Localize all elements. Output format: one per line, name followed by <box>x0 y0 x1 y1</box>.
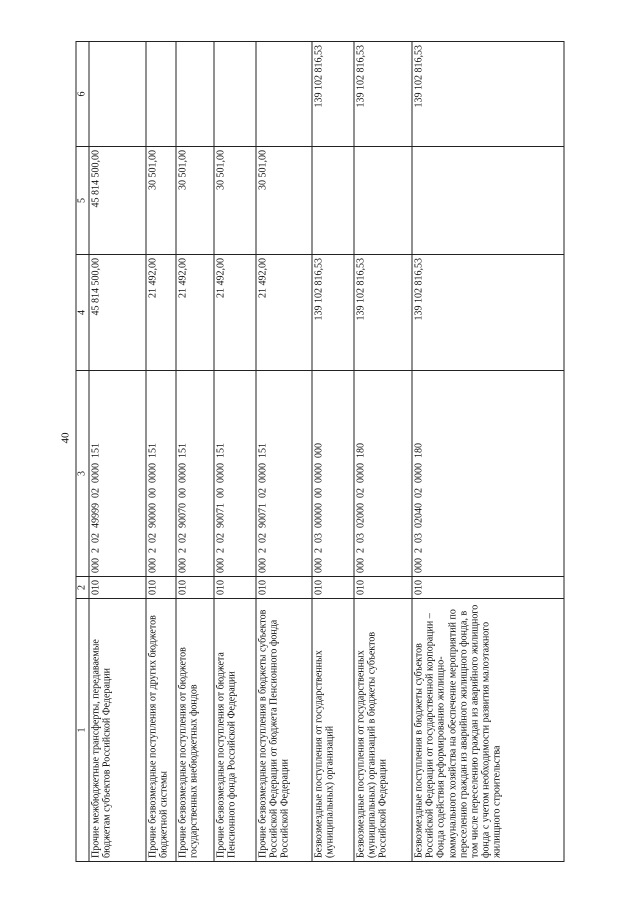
row-col5 <box>312 147 354 255</box>
table-row <box>354 42 412 862</box>
row-admin-code: 010 <box>256 577 312 599</box>
row-kbk: 000 2 03 02040 02 0000 180 <box>412 371 564 577</box>
table-row <box>412 42 564 862</box>
row-admin-code: 010 <box>312 577 354 599</box>
row-col5: 30 501,00 <box>146 147 176 255</box>
row-col6: 139 102 816,53 <box>312 42 354 147</box>
header-col-5: 5 <box>76 147 89 255</box>
row-col4: 21 492,00 <box>146 255 176 371</box>
row-col4: 139 102 816,53 <box>354 255 412 371</box>
row-name: Прочие межбюджетные трансферты, передаваемые бюджетам субъектов Российской Федерации <box>89 599 146 862</box>
row-kbk: 000 2 02 49999 02 0000 151 <box>89 371 146 577</box>
row-col6 <box>214 42 256 147</box>
row-col6 <box>89 42 146 147</box>
table-row <box>89 42 146 862</box>
table-row <box>256 42 312 862</box>
row-col5: 30 501,00 <box>256 147 312 255</box>
row-name: Прочие безвозмездные поступления от бюджета Пенсионного фонда Российской Федерации <box>214 599 256 862</box>
row-name: Безвозмездные поступления в бюджеты субъектов Российской Федерации от государственной корпорации – Фонда содействия реформированию жилищно-коммунального хозяйства на обеспечение мероприятий по переселению граждан из аварийного жилищного фонда, в том числе переселению граждан из аварийного жилищного фонда с учетом необходимости развития малоэтажного жилищного строительства <box>412 599 564 862</box>
row-col4: 139 102 816,53 <box>312 255 354 371</box>
row-col6: 139 102 816,53 <box>354 42 412 147</box>
table-header-row <box>76 42 89 862</box>
row-name: Безвозмездные поступления от государственных (муниципальных) организаций в бюджеты субъектов Российской Федерации <box>354 599 412 862</box>
row-col5: 45 814 500,00 <box>89 147 146 255</box>
header-col-1: 1 <box>76 599 89 862</box>
table-row <box>312 42 354 862</box>
budget-table <box>76 41 565 862</box>
row-col6: 139 102 816,53 <box>412 42 564 147</box>
row-name: Прочие безвозмездные поступления в бюджеты субъектов Российской Федерации от бюджета Пенсионного фонда Российской Федерации <box>256 599 312 862</box>
header-col-3: 3 <box>76 371 89 577</box>
row-col4: 21 492,00 <box>176 255 214 371</box>
table-row <box>214 42 256 862</box>
row-col5 <box>412 147 564 255</box>
row-col6 <box>176 42 214 147</box>
row-col4: 45 814 500,00 <box>89 255 146 371</box>
row-kbk: 000 2 03 02000 02 0000 180 <box>354 371 412 577</box>
row-col4: 139 102 816,53 <box>412 255 564 371</box>
row-kbk: 000 2 02 90000 00 0000 151 <box>146 371 176 577</box>
row-name: Безвозмездные поступления от государственных (муниципальных) организаций <box>312 599 354 862</box>
page-number: 40 <box>59 432 72 444</box>
header-col-6: 6 <box>76 42 89 147</box>
row-admin-code: 010 <box>146 577 176 599</box>
row-col4: 21 492,00 <box>214 255 256 371</box>
row-admin-code: 010 <box>214 577 256 599</box>
table-row <box>176 42 214 862</box>
row-kbk: 000 2 02 90070 00 0000 151 <box>176 371 214 577</box>
row-kbk: 000 2 02 90071 02 0000 151 <box>256 371 312 577</box>
row-col5 <box>354 147 412 255</box>
budget-table-container <box>76 42 565 862</box>
header-col-2: 2 <box>76 577 89 599</box>
row-name: Прочие безвозмездные поступления от бюджетов государственных внебюджетных фондов <box>176 599 214 862</box>
row-admin-code: 010 <box>412 577 564 599</box>
row-col4: 21 492,00 <box>256 255 312 371</box>
row-kbk: 000 2 03 00000 00 0000 000 <box>312 371 354 577</box>
row-admin-code: 010 <box>89 577 146 599</box>
row-col5: 30 501,00 <box>214 147 256 255</box>
row-admin-code: 010 <box>354 577 412 599</box>
row-col6 <box>256 42 312 147</box>
row-name: Прочие безвозмездные поступления от других бюджетов бюджетной системы <box>146 599 176 862</box>
row-admin-code: 010 <box>176 577 214 599</box>
header-col-4: 4 <box>76 255 89 371</box>
row-kbk: 000 2 02 90071 00 0000 151 <box>214 371 256 577</box>
table-row <box>146 42 176 862</box>
row-col6 <box>146 42 176 147</box>
row-col5: 30 501,00 <box>176 147 214 255</box>
